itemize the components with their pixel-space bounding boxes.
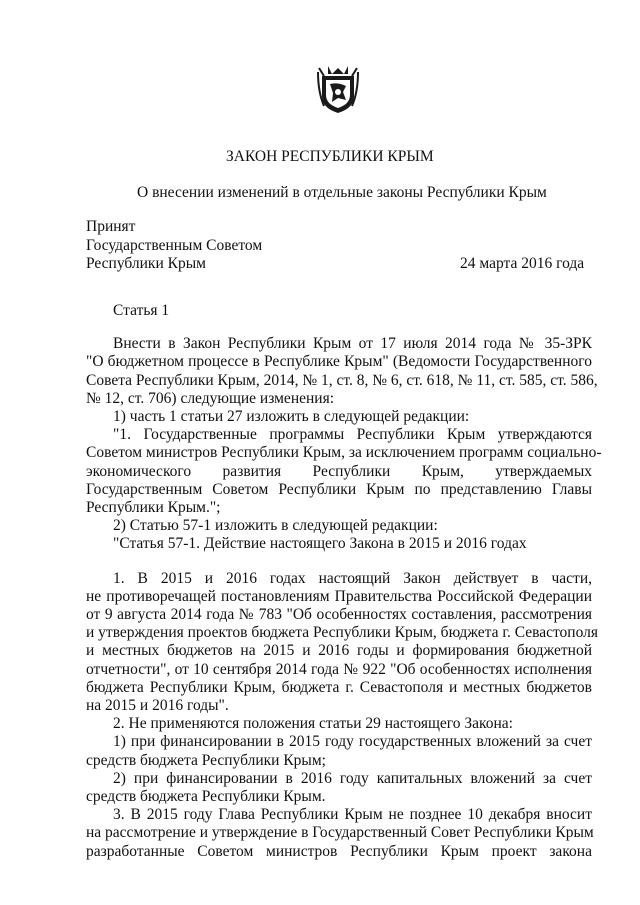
body-line: Совета Республики Крым, 2014, № 1, ст. 8, № 6, ст. 618, № 11, ст. 585, ст. 586, <box>86 372 598 389</box>
body-line: "О бюджетном процессе в Республике Крым" (Ведомости Государственного <box>86 353 592 370</box>
body-line: не противоречащей постановлениям Правительства Российской Федерации <box>86 588 592 605</box>
adopted-label: Принят <box>86 218 136 235</box>
body-line: разработанные Советом министров Республики Крым проект закона <box>86 843 592 860</box>
document-subtitle: О внесении изменений в отдельные законы Республики Крым <box>137 184 547 201</box>
body-line: Государственным Советом Республики Крым по представлению Главы <box>86 481 592 498</box>
body-line: 2) при финансировании в 2016 году капитальных вложений за счет <box>113 770 592 787</box>
body-line: № 12, ст. 706) следующие изменения: <box>86 390 335 407</box>
body-line: "1. Государственные программы Республики Крым утверждаются <box>113 426 592 443</box>
body-line: экономического развития Республики Крым, утверждаемых <box>86 463 592 480</box>
body-line: 1) при финансировании в 2015 году государственных вложений за счет <box>113 733 592 750</box>
body-line: от 9 августа 2014 года № 783 "Об особенностях составления, рассмотрения <box>86 606 592 623</box>
body-line: 3. В 2015 году Глава Республики Крым не позднее 10 декабря вносит <box>113 806 592 823</box>
body-line: 2) Статью 57-1 изложить в следующей редакции: <box>113 517 438 534</box>
body-line: 1) часть 1 статьи 27 изложить в следующей редакции: <box>113 408 470 425</box>
body-line: отчетности", от 10 сентября 2014 года № 922 "Об особенностях исполнения <box>86 661 592 678</box>
body-line: бюджета Республики Крым, бюджета г. Севастополя и местных бюджетов <box>86 679 592 696</box>
document-title: ЗАКОН РЕСПУБЛИКИ КРЫМ <box>226 148 434 165</box>
body-line: и местных бюджетов на 2015 и 2016 годы и формирования бюджетной <box>86 642 592 659</box>
body-line: Внести в Закон Республики Крым от 17 июля 2014 года № 35-ЗРК <box>113 335 592 352</box>
body-line: "Статья 57-1. Действие настоящего Закона в 2015 и 2016 годах <box>113 535 527 552</box>
body-line: средств бюджета Республики Крым; <box>86 752 326 769</box>
body-line: 1. В 2015 и 2016 годах настоящий Закон действует в части, <box>113 570 592 587</box>
article-heading: Статья 1 <box>113 302 170 319</box>
crimea-coat-of-arms-icon <box>316 62 360 114</box>
body-line: на 2015 и 2016 годы". <box>86 697 229 714</box>
adoption-date: 24 марта 2016 года <box>460 255 585 272</box>
body-line: и утверждения проектов бюджета Республики Крым, бюджета г. Севастополя <box>86 624 599 641</box>
body-line: 2. Не применяются положения статьи 29 настоящего Закона: <box>113 715 513 732</box>
adopted-by-line2: Республики Крым <box>86 255 206 272</box>
adopted-by-line1: Государственным Советом <box>86 237 263 254</box>
body-line: Республики Крым."; <box>86 499 221 516</box>
body-line: средств бюджета Республики Крым. <box>86 788 326 805</box>
body-line: Советом министров Республики Крым, за исключением программ социально- <box>86 444 602 461</box>
body-line: на рассмотрение и утверждение в Государственный Совет Республики Крым <box>86 824 594 841</box>
